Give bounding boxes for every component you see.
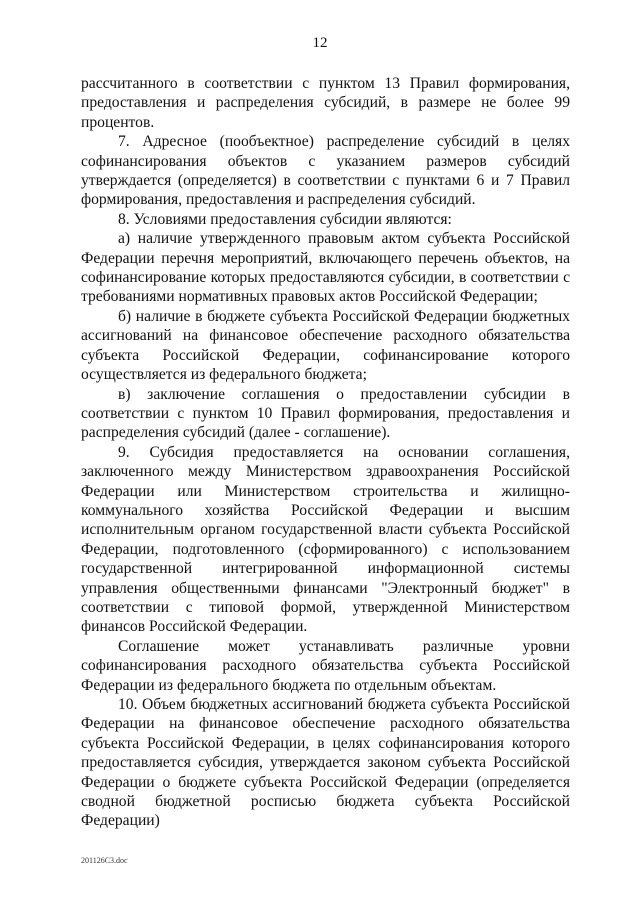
document-body [81, 74, 570, 831]
document-code: 201126C3.doc [81, 856, 128, 865]
paragraph-8: 8. Условиями предоставления субсидии являются: [118, 210, 452, 228]
paragraph-8a: а) наличие утвержденного правовым актом субъекта Российской Федерации перечня мероприятий, включающего перечень объектов, на софинансирование которых предоставляются субсидии, в соответствии с требованиями нормативных правовых актов Российской Федерации; [81, 230, 570, 306]
paragraph-7: 7. Адресное (пообъектное) распределение субсидий в целях софинансирования объектов с указанием размеров субсидий утверждается (определяется) в соответствии с пунктами 6 и 7 Правил формирования, предоставления и распределения субсидий. [81, 133, 570, 209]
page-number: 12 [312, 35, 328, 51]
paragraph-9: 9. Субсидия предоставляется на основании соглашения, заключенного между Министерством здравоохранения Российской Федерации или Министерством строительства и жилищно-коммунального хозяйства Российской Федерации и высшим исполнительным органом государственной власти субъекта Российской Федерации, подготовленного (сформированного) с использованием государственной интегрированной информационной системы управления общественными финансами "Электронный бюджет" в соответствии с типовой формой, утвержденной Министерством финансов Российской Федерации. [81, 443, 570, 636]
paragraph-8c: в) заключение соглашения о предоставлении субсидии в соответствии с пунктом 10 Правил формирования, предоставления и распределения субсидий (далее - соглашение). [81, 385, 570, 442]
paragraph-10: 10. Объем бюджетных ассигнований бюджета субъекта Российской Федерации на финансовое обеспечение расходного обязательства субъекта Российской Федерации, в целях софинансирования которого предоставляется субсидия, утверждается законом субъекта Российской Федерации о бюджете субъекта Российской Федерации (определяется сводной бюджетной росписью бюджета субъекта Российской Федерации) [81, 696, 570, 830]
paragraph-8b: б) наличие в бюджете субъекта Российской Федерации бюджетных ассигнований на финансовое обеспечение расходного обязательства субъекта Российской Федерации, софинансирование которого осуществляется из федерального бюджета; [81, 307, 570, 384]
paragraph-continuation: рассчитанного в соответствии с пунктом 13 Правил формирования, предоставления и распределения субсидий, в размере не более 99 процентов. [81, 75, 570, 131]
paragraph-9-agreement: Соглашение может устанавливать различные уровни софинансирования расходного обязательства субъекта Российской Федерации из федерального бюджета по отдельным объектам. [81, 637, 570, 694]
